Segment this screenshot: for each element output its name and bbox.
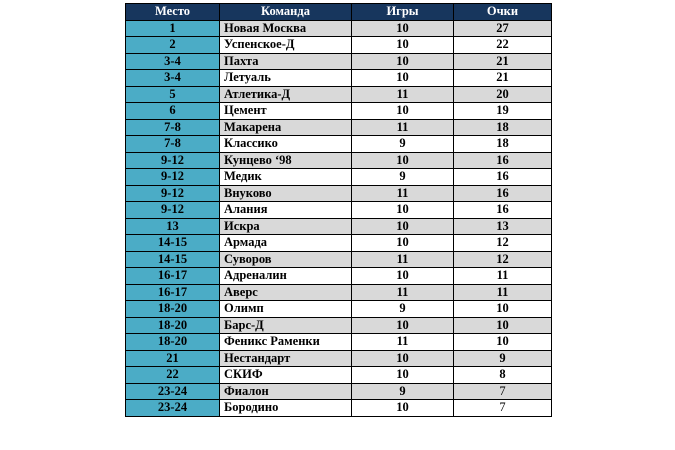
games-cell: 11: [352, 334, 454, 351]
games-cell: 10: [352, 235, 454, 252]
points-cell: 16: [454, 169, 552, 186]
place-cell: 21: [126, 350, 220, 367]
table-row: [126, 334, 552, 351]
points-cell: 13: [454, 218, 552, 235]
table-row: [126, 350, 552, 367]
place-cell: 2: [126, 37, 220, 54]
table-row: [126, 284, 552, 301]
points-cell: 12: [454, 235, 552, 252]
games-cell: 9: [352, 136, 454, 153]
points-cell: 16: [454, 202, 552, 219]
place-cell: 5: [126, 86, 220, 103]
team-cell: Алания: [220, 202, 352, 219]
team-cell: Барс-Д: [220, 317, 352, 334]
games-cell: 10: [352, 268, 454, 285]
standings-table: [125, 3, 552, 417]
table-row: [126, 367, 552, 384]
points-cell: 22: [454, 37, 552, 54]
team-cell: Классико: [220, 136, 352, 153]
points-cell: 8: [454, 367, 552, 384]
header-place: Место: [126, 4, 220, 21]
team-cell: Кунцево ‘98: [220, 152, 352, 169]
table-row: [126, 37, 552, 54]
table-row: [126, 86, 552, 103]
points-cell: 16: [454, 152, 552, 169]
games-cell: 10: [352, 103, 454, 120]
table-row: [126, 185, 552, 202]
table-row: [126, 169, 552, 186]
table-row: [126, 152, 552, 169]
points-cell: 20: [454, 86, 552, 103]
place-cell: 23-24: [126, 383, 220, 400]
team-cell: Армада: [220, 235, 352, 252]
place-cell: 23-24: [126, 400, 220, 417]
table-row: [126, 202, 552, 219]
team-cell: Летуаль: [220, 70, 352, 87]
team-cell: Аверс: [220, 284, 352, 301]
table-row: [126, 251, 552, 268]
points-cell: 27: [454, 20, 552, 37]
table-row: [126, 136, 552, 153]
games-cell: 11: [352, 86, 454, 103]
place-cell: 9-12: [126, 152, 220, 169]
points-cell: 21: [454, 53, 552, 70]
table-row: [126, 103, 552, 120]
header-games: Игры: [352, 4, 454, 21]
points-cell: 16: [454, 185, 552, 202]
points-cell: 7: [454, 383, 552, 400]
points-cell: 18: [454, 136, 552, 153]
team-cell: Успенское-Д: [220, 37, 352, 54]
place-cell: 3-4: [126, 53, 220, 70]
games-cell: 10: [352, 218, 454, 235]
team-cell: Феникс Раменки: [220, 334, 352, 351]
team-cell: Искра: [220, 218, 352, 235]
place-cell: 16-17: [126, 268, 220, 285]
games-cell: 11: [352, 284, 454, 301]
team-cell: Внуково: [220, 185, 352, 202]
table-row: [126, 301, 552, 318]
points-cell: 9: [454, 350, 552, 367]
games-cell: 9: [352, 301, 454, 318]
table-row: [126, 70, 552, 87]
points-cell: 18: [454, 119, 552, 136]
points-cell: 12: [454, 251, 552, 268]
team-cell: Цемент: [220, 103, 352, 120]
team-cell: Бородино: [220, 400, 352, 417]
team-cell: Адреналин: [220, 268, 352, 285]
team-cell: Атлетика-Д: [220, 86, 352, 103]
games-cell: 10: [352, 400, 454, 417]
place-cell: 9-12: [126, 202, 220, 219]
place-cell: 7-8: [126, 119, 220, 136]
points-cell: 10: [454, 317, 552, 334]
table-row: [126, 218, 552, 235]
table-row: [126, 235, 552, 252]
team-cell: Пахта: [220, 53, 352, 70]
team-cell: Фиалон: [220, 383, 352, 400]
points-cell: 7: [454, 400, 552, 417]
games-cell: 11: [352, 185, 454, 202]
team-cell: Медик: [220, 169, 352, 186]
games-cell: 10: [352, 202, 454, 219]
place-cell: 16-17: [126, 284, 220, 301]
team-cell: Макарена: [220, 119, 352, 136]
games-cell: 11: [352, 119, 454, 136]
points-cell: 10: [454, 301, 552, 318]
place-cell: 9-12: [126, 185, 220, 202]
place-cell: 18-20: [126, 317, 220, 334]
place-cell: 22: [126, 367, 220, 384]
team-cell: Олимп: [220, 301, 352, 318]
games-cell: 10: [352, 37, 454, 54]
place-cell: 9-12: [126, 169, 220, 186]
games-cell: 10: [352, 350, 454, 367]
games-cell: 9: [352, 383, 454, 400]
team-cell: Новая Москва: [220, 20, 352, 37]
table-row: [126, 268, 552, 285]
place-cell: 6: [126, 103, 220, 120]
place-cell: 14-15: [126, 251, 220, 268]
team-cell: Нестандарт: [220, 350, 352, 367]
place-cell: 18-20: [126, 334, 220, 351]
header-points: Очки: [454, 4, 552, 21]
games-cell: 10: [352, 70, 454, 87]
team-cell: СКИФ: [220, 367, 352, 384]
table-body: [126, 20, 552, 416]
games-cell: 9: [352, 169, 454, 186]
place-cell: 1: [126, 20, 220, 37]
points-cell: 21: [454, 70, 552, 87]
header-team: Команда: [220, 4, 352, 21]
place-cell: 13: [126, 218, 220, 235]
team-cell: Суворов: [220, 251, 352, 268]
table-row: [126, 20, 552, 37]
table-row: [126, 383, 552, 400]
table-row: [126, 53, 552, 70]
games-cell: 10: [352, 317, 454, 334]
points-cell: 10: [454, 334, 552, 351]
place-cell: 3-4: [126, 70, 220, 87]
points-cell: 11: [454, 268, 552, 285]
place-cell: 18-20: [126, 301, 220, 318]
games-cell: 10: [352, 53, 454, 70]
games-cell: 11: [352, 251, 454, 268]
points-cell: 11: [454, 284, 552, 301]
header-row: [126, 4, 552, 21]
table-row: [126, 317, 552, 334]
table-row: [126, 119, 552, 136]
place-cell: 7-8: [126, 136, 220, 153]
points-cell: 19: [454, 103, 552, 120]
table-row: [126, 400, 552, 417]
games-cell: 10: [352, 367, 454, 384]
games-cell: 10: [352, 152, 454, 169]
games-cell: 10: [352, 20, 454, 37]
place-cell: 14-15: [126, 235, 220, 252]
